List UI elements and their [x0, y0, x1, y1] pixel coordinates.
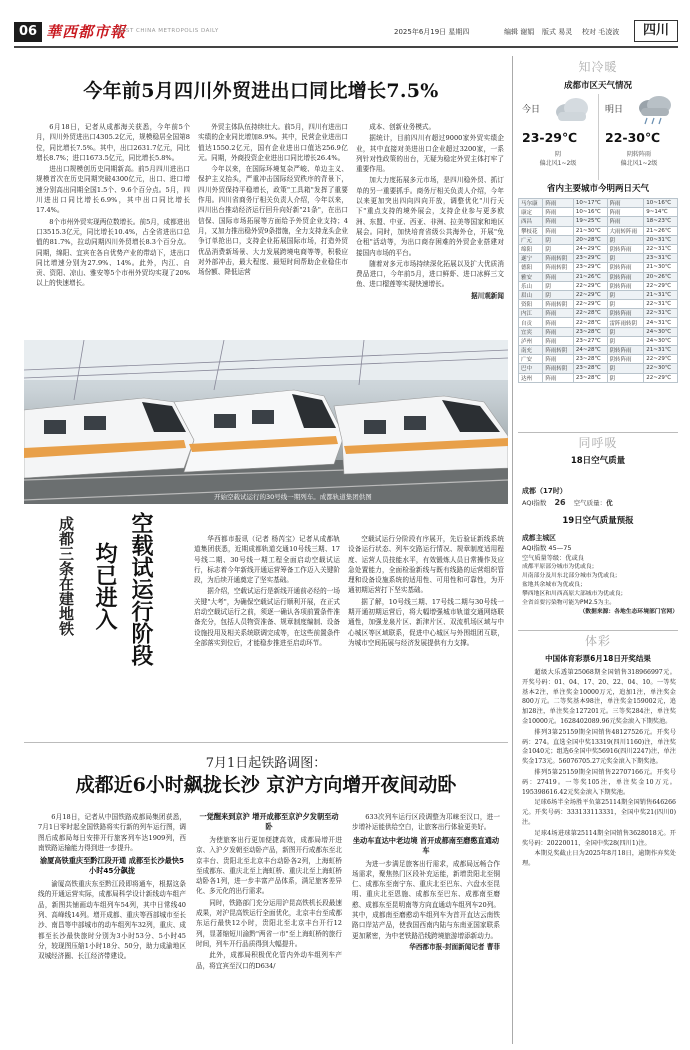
forecast-line: 成都平原部分城市为优或良； [522, 564, 598, 570]
weather-cell: 大雨转阵雨 [607, 226, 644, 235]
byline: 华西都市报-封面新闻记者 曹菲 [409, 942, 500, 951]
story1-headline: 今年前5月四川外贸进出口同比增长7.5% [83, 80, 439, 102]
weather-row [519, 300, 678, 309]
weather-cell: 24~30℃ [644, 327, 678, 336]
forecast-line: 川南部分及川东北部分城市为优或良； [522, 573, 621, 579]
forecast-aqi: AQI指数 45—75 [522, 544, 572, 552]
weather-banner: 知冷暖 [578, 60, 618, 74]
weather-cell: 阴 [543, 290, 574, 299]
province-weather-table [518, 198, 678, 383]
weather-cell: 德阳 [519, 263, 543, 272]
weather-cell: 阴 [543, 235, 574, 244]
weather-cell: 24~28℃ [573, 346, 607, 355]
weather-cell: 22~29℃ [573, 281, 607, 290]
weather-cell: 22~29℃ [573, 290, 607, 299]
forecast-area: 成都主城区 [522, 534, 556, 542]
lottery-panel [518, 632, 678, 1044]
lottery-item: 足球6场半全场胜平负第25114期全国销售646266元。开奖号码：333133113331，全国中奖21(四川0)注。 [522, 799, 676, 826]
weather-cell: 阵雨转阴 [543, 364, 574, 373]
weather-panel [518, 58, 678, 430]
weather-cell: 22~29℃ [573, 300, 607, 309]
story2-headline-box [24, 506, 192, 724]
weather-cell: 遂宁 [519, 254, 543, 263]
weather-cell: 宜宾 [519, 327, 543, 336]
weather-cell: 达州 [519, 373, 543, 382]
weather-cell: 阵雨 [607, 208, 644, 217]
weather-cell: 阴 [607, 364, 644, 373]
weather-cell: 21~26℃ [644, 226, 678, 235]
sidebar-rule [518, 630, 678, 631]
today-desc: 阴 [554, 151, 561, 158]
train-middle [174, 390, 344, 472]
weather-tomorrow [598, 94, 678, 180]
weather-row [519, 364, 678, 373]
weather-row [519, 327, 678, 336]
lottery-item: 排列5第25159期全国销售22707166元。开奖号码：27419。一等奖105注，单注奖金10万元。195398616.42元奖金滚入下期奖池。 [522, 768, 676, 796]
paragraph: 成本、创新业务模式。 [369, 123, 436, 131]
issue-date: 2025年6月19日 星期四 [394, 28, 470, 36]
paragraph: 华西都市报讯（记者 杨芮宝）记者从成都轨道集团获悉，近期成都轨道交通10号线三期、17号线二期、30号线一期工程全面启动空载试运行，标志着今年新线开通运营筹备工作迈入关键阶段，为后续开通奠定了坚实基础。 [194, 535, 340, 585]
today-label: 今日 [522, 105, 541, 115]
weather-cell: 阵雨 [543, 208, 574, 217]
rain-cloud-icon [635, 94, 673, 126]
weather-row [519, 235, 678, 244]
story1-column-3 [356, 122, 504, 340]
train-photo [24, 340, 508, 504]
weather-cell: 泸州 [519, 336, 543, 345]
story2-headline-line2: 均已进入 [92, 542, 118, 630]
designer-credit: 版式 易灵 [542, 28, 573, 36]
weather-cell: 阵雨 [543, 355, 574, 364]
paragraph: 进出口规模创历史同期新高。前5月四川进出口规模首次在历史同期突破4300亿元，出口、进口增速分别高出同期全国1.5个、9.6个百分点。5月，四川进出口同比增长6.9%，其中出口同比增长17.4%。 [36, 165, 190, 215]
tomorrow-temp: 22-30℃ [605, 130, 661, 145]
tomorrow-desc: 阴转阵雨 [626, 151, 651, 158]
story2-kicker: 成都三条在建地铁 [57, 516, 75, 636]
weather-cell: 21~31℃ [644, 290, 678, 299]
story3-headline: 成都近6小时飙拢长沙 京沪方向增开夜间动卧 [75, 774, 457, 796]
cloud-icon [552, 94, 590, 124]
weather-cell: 绵阳 [519, 244, 543, 253]
quality-label: 空气质量： [573, 499, 607, 507]
weather-row [519, 318, 678, 327]
sidebar-divider [512, 56, 513, 1044]
weather-cell: 阵雨 [543, 272, 574, 281]
weather-row [519, 244, 678, 253]
weather-cell: 22~29℃ [644, 373, 678, 382]
weather-cell: 资阳 [519, 300, 543, 309]
weather-cell: 攀枝花 [519, 226, 543, 235]
story1-column-2 [198, 122, 348, 340]
weather-cell: 康定 [519, 208, 543, 217]
subheading: 坐动车直达中老边境 首开成都南至磨憨直通动车 [352, 835, 500, 855]
weather-cell: 24~31℃ [644, 318, 678, 327]
air-source: （数据来源：各地生态环境部门官网） [579, 609, 678, 615]
weather-cell: 10~16℃ [644, 199, 678, 208]
weather-cell: 阵雨 [543, 336, 574, 345]
weather-cell: 阴 [607, 300, 644, 309]
forecast-line: 攀西地区和川西高原大部城市为优或良； [522, 591, 627, 597]
weather-cell: 眉山 [519, 290, 543, 299]
lottery-item: 足球4场进球第25114期全国销售3628018元。开奖号码：20220011，全国中奖28(四川1)注。 [522, 829, 676, 847]
paper-logo: 華西都市報 [46, 23, 127, 41]
lottery-title: 中国体育彩票6月18日开奖结果 [545, 654, 651, 663]
weather-cell: 内江 [519, 309, 543, 318]
weather-cell: 阴 [607, 290, 644, 299]
weather-cell: 24~29℃ [573, 244, 607, 253]
weather-cell: 9~14℃ [644, 208, 678, 217]
weather-cell: 22~31℃ [644, 300, 678, 309]
weather-cell: 南充 [519, 346, 543, 355]
paper-subtitle: WEST CHINA METROPOLIS DAILY [116, 28, 219, 34]
weather-cell: 乐山 [519, 281, 543, 290]
subheading: 一觉醒来到京沪 增开成都至京沪夕发朝至动卧 [199, 812, 339, 831]
weather-cell: 阵雨 [543, 373, 574, 382]
weather-cell: 雅安 [519, 272, 543, 281]
weather-row [519, 336, 678, 345]
weather-cell: 阵雨 [607, 199, 644, 208]
section-divider [24, 742, 508, 743]
weather-cell: 巴中 [519, 364, 543, 373]
paragraph: 渝厦高铁重庆东至黔江段即将通车，根据这条线的开通运营实际，成都局科学设计新线动车组产品，新图共铺画动车组列车54列，其中日常线40列、高峰线14列。增开成都、重庆等西部城市至长沙、南昌等中部城市的动车组列车32列，重庆、成都至长沙最快旅时分别为3小时53分、5小时45分，较现图压缩1小时18分、50分，助力成渝地区双城经济圈、长江经济带建设。 [38, 880, 186, 961]
weather-cell: 23~27℃ [573, 336, 607, 345]
story2-column-1 [194, 534, 340, 732]
weather-cell: 阴 [607, 235, 644, 244]
weather-title: 成都市区天气情况 [563, 81, 632, 91]
today-wind: 偏北风1~2级 [539, 160, 577, 167]
weather-cell: 阵雨 [543, 217, 574, 226]
forecast-level: 空气质量等级：优或良 [522, 555, 584, 562]
paragraph: 外贸主体队伍持续壮大。前5月，四川有进出口实绩的企业同比增加8.9%。其中，民营企业进出口值达1550.2亿元，国有企业进出口值达256.9亿元。同期，外商投资企业进出口同比增长26.4%。 [198, 123, 348, 162]
weather-cell: 阵雨 [607, 217, 644, 226]
weather-row [519, 226, 678, 235]
weather-cell: 22~29℃ [644, 281, 678, 290]
forecast-line: 盆地其余城市为优或良； [522, 582, 586, 588]
weather-cell: 23~28℃ [573, 327, 607, 336]
weather-cell: 10~16℃ [573, 208, 607, 217]
weather-cell: 阵雨转阴 [543, 346, 574, 355]
weather-cell: 20~28℃ [573, 235, 607, 244]
weather-cell: 23~28℃ [573, 364, 607, 373]
weather-cell: 23~31℃ [644, 254, 678, 263]
lottery-item: 超级大乐透第25068期全国销售318966997元。开奖号码：01、04、17、20、22、04、10。一等奖基本2注，单注奖金10000万元，追加1注，单注奖金800万元。二等奖基本98注，单注奖金159002元，追加28注，单注奖金127201元。三等奖284注，单注奖金10000元。1628402089.96元奖金滚入下期奖池。 [522, 669, 676, 725]
weather-row [519, 208, 678, 217]
story2-column-2 [348, 534, 504, 732]
weather-cell: 22~28℃ [573, 309, 607, 318]
weather-cell: 阴转阵雨 [607, 346, 644, 355]
tomorrow-wind: 偏北风1~2级 [620, 160, 658, 167]
paragraph: 随着对多元市场持续深化拓展以及扩大优质消费品进口，今年前5月，进口鲜虾、进口冰鲜三文鱼、进口榴莲等实现快速增长。 [356, 259, 504, 289]
paragraph: 为进一步满足旅客出行需求，成都局远畅合作场需求，聚焦热门区段补充运能，新增贵阳北至铜仁、成都东至南宁东、重庆北至巴东、六盘水至昆明、重庆北至恩施、成都东至巴东、成都南至磨憨、成都东至昆明南等方向直通动车组列车20列。其中，成都南至磨憨动车组列车为首开直达云南铁路口岸站产品，使我国西南内陆与东南亚国家联系更加紧密，为中老铁路沿线跨境旅游增添新动力。 [352, 859, 500, 940]
weather-cell: 阴 [607, 254, 644, 263]
weather-row [519, 272, 678, 281]
story3-column-1 [38, 812, 186, 1042]
photo-caption: 开始空载试运行的30号线一期列车。成都轨道集团供图 [214, 493, 372, 501]
weather-cell: 阵雨 [543, 226, 574, 235]
weather-cell: 阵雨 [543, 327, 574, 336]
weather-row [519, 254, 678, 263]
weather-row [519, 355, 678, 364]
paragraph: 加大力度拓展多元市场，是四川稳外贸、抓订单的另一重要抓手。商务厅相关负责人介绍，今年以来更加突出四向四向开放，调整优化"川行天下"重点支持的境外展会，支持企业参与更多欧洲、东盟、中亚、西亚、非洲、拉美等国家和地区展会。同时，加快培育省级公共海外仓，开展"免仓租"活动等，为出口商存困难的外贸企业搭建对接国内市场的平台。 [356, 176, 504, 257]
weather-cell: 阵雨 [543, 318, 574, 327]
weather-cell: 西昌 [519, 217, 543, 226]
paragraph: 空载试运行分阶段有序展开，先后验证新线系统设备运行状态、列车交路运行情况、规章制度适用程度、运营人员技能水平，有效锻炼人员日常操作及应急处置能力，全面检验新线与既有线路的运营组织管理和设备设施系统的适用性、可用性和可靠性，为开通初期运营打下坚实基础。 [348, 535, 504, 595]
weather-cell: 阴 [543, 281, 574, 290]
section-label: 四川 [634, 20, 678, 42]
weather-cell: 阴 [543, 244, 574, 253]
weather-cell: 阴转阵雨 [607, 309, 644, 318]
today-temp: 23-29℃ [522, 130, 578, 145]
story3-column-3 [352, 812, 500, 1042]
train-illustration [24, 340, 508, 504]
paragraph: 8个市州外贸实现两位数增长。前5月，成都进出口3515.3亿元，同比增长10.4%，占全省进出口总值的81.7%，拉动同期四川外贸增长8.3个百分点。同期，绵阳、宜宾在各自优势产业的带动下，进出口同比增速分别为27.9%、14%。此外，内江、自贡、资阳、凉山、雅安等5个市州外贸均实现了20%以上的快速增长。 [36, 217, 190, 288]
forecast-lines [522, 563, 678, 617]
weather-cell: 19~25℃ [573, 217, 607, 226]
air-banner: 同呼吸 [578, 436, 618, 450]
forecast-line: 全省首要污染物可能为PM2.5为主。 [522, 600, 616, 606]
paragraph: 6月18日，记者从成都海关获悉，今年前5个月，四川外贸进出口4305.2亿元，规模稳居全国第8位，同比增长7.5%。其中，出口2631.7亿元，同比增长8.7%；进口1673.5亿元，同比增长5.8%。 [36, 123, 190, 162]
byline: 据川观新闻 [471, 291, 504, 300]
weather-cell: 阵雨转阴 [543, 263, 574, 272]
paragraph: 据统计，目前四川有超过9000家外贸实绩企业，其中直接对美进出口企业超过3200家，一系列针对性政策的出台，无疑为稳定外贸主体打牢了重要作用。 [356, 134, 504, 174]
weather-cell: 23~28℃ [573, 355, 607, 364]
weather-cell: 阴转阵雨 [607, 281, 644, 290]
weather-cell: 阴转阵雨 [607, 263, 644, 272]
page-header [14, 20, 678, 46]
weather-cell: 22~31℃ [644, 309, 678, 318]
paragraph: 6月18日，记者从中国铁路成都局集团获悉，7月1日零时起全国铁路将实行新的列车运行图，调图后成都局每日安排开行旅客列车达1909列，西南铁路运输能力得到进一步提升。 [38, 813, 186, 852]
weather-cell: 20~31℃ [644, 235, 678, 244]
tomorrow-label: 明日 [605, 105, 624, 115]
aqi-row [522, 498, 613, 507]
weather-cell: 22~30℃ [644, 364, 678, 373]
weather-cell: 阵雨 [543, 199, 574, 208]
weather-cell: 23~29℃ [573, 263, 607, 272]
weather-row [519, 281, 678, 290]
weather-cell: 马尔康 [519, 199, 543, 208]
weather-cell: 自贡 [519, 318, 543, 327]
weather-row [519, 373, 678, 382]
weather-cell: 18~23℃ [644, 217, 678, 226]
weather-cell: 23~28℃ [573, 373, 607, 382]
lottery-item: 排列3第25159期全国销售48127526元。开奖号码：274。直选全国中奖13319(四川1160)注，单注奖金1040元；组选6全国中奖56916(四川2247)注，单注奖金173元。56076705.27元奖金滚入下期奖池。 [522, 728, 676, 766]
paragraph: 据了解，10号线三期、17号线二期与30号线一期开通初期运营后，将大幅增强城市轨道交通网络联通性，加强龙泉片区、新津片区、双流机场区域与中心城区等区域联系，促进中心城区与外围组团互联，为城市空间拓展与经济发展提供有力支撑。 [348, 597, 504, 647]
air-quality-panel [518, 434, 678, 630]
weather-row [519, 290, 678, 299]
lottery-banner: 体彩 [584, 634, 611, 648]
weather-cell: 阵雨转阴 [543, 254, 574, 263]
weather-cell: 21~26℃ [573, 272, 607, 281]
weather-cell: 阴 [607, 327, 644, 336]
weather-cell: 23~29℃ [573, 254, 607, 263]
story1-column-1 [36, 122, 190, 340]
weather-row [519, 346, 678, 355]
weather-cell: 22~31℃ [644, 244, 678, 253]
paragraph: 同时，铁路部门充分运用沪昆高铁机长段最速成果，对沪昆高铁运行全面优化，北京丰台至成都东运行最快12小时，贵阳北至北京丰台开行12列，显著缩短川渝黔"两省一市"至上海虹桥的旅行时间，列车开行品质得到大幅提升。 [196, 898, 342, 948]
province-weather-title: 省内主要城市今明两日天气 [546, 184, 649, 194]
weather-cell: 22~29℃ [644, 355, 678, 364]
proof-credit: 校对 毛凌波 [582, 28, 620, 36]
weather-cell: 阴转阵雨 [607, 272, 644, 281]
weather-today [518, 94, 598, 180]
weather-cell: 22~28℃ [573, 318, 607, 327]
sidebar-rule [518, 432, 678, 433]
weather-cell: 阵雨转阴 [543, 300, 574, 309]
weather-cell: 21~30℃ [573, 226, 607, 235]
weather-cell: 24~30℃ [644, 336, 678, 345]
weather-cell: 阴转阵雨 [607, 355, 644, 364]
header-rule [14, 46, 678, 48]
train-left [24, 398, 194, 478]
subheading: 渝厦高铁重庆至黔江段开通 成都至长沙最快5小时45分飙拢 [39, 856, 185, 876]
aqi-value: 26 [554, 498, 566, 507]
weather-cell: 10~17℃ [573, 199, 607, 208]
weather-cell: 广安 [519, 355, 543, 364]
air-title-forecast: 19日空气质量预报 [562, 516, 634, 526]
weather-cell: 21~31℃ [644, 346, 678, 355]
train-right [334, 396, 508, 474]
paragraph: 今年以来，在国际环境复杂严峻、单边主义、保护主义抬头，严重冲击国际经贸秩序的背景下，四川外贸保持平稳增长，政策"工具箱"发挥了重要作用。四川省商务厅相关负责人介绍，今年以来，四川出台推动经济运行回升向好新"21条"，在出口信保、国际市场拓展等方面给予外贸企业支持；4月，又加力推出稳外贸9条措施，全力支持龙头企业争订单抢出口，支持企业拓展国际市场，打造外贸优品消费新场景、大力发展跨境电商等等，积极应对外部冲击，最大程度、最短时间帮助企业稳住市场份额、降低运营 [198, 165, 348, 277]
air-now-label: 成都（17时） [522, 487, 567, 495]
weather-row [519, 309, 678, 318]
weather-cell: 21~30℃ [644, 263, 678, 272]
story3-column-2 [196, 812, 342, 1042]
aqi-label: AQI指数 [522, 499, 547, 507]
weather-row [519, 263, 678, 272]
weather-cell: 20~26℃ [644, 272, 678, 281]
weather-row [519, 199, 678, 208]
weather-cell: 阴 [607, 373, 644, 382]
paragraph: 据介绍，空载试运行是新线开通前必经的一场关键"大考"，为确保空载试运行顺利开展，在正式启动空载试运行之前，须逐一确认各项前置条件准备充分，包括人员物资准备、规章制度编制、设备设施投用及相关系统联调完成等，在这些前置条件全部落实到位后，才能稳步推进至启动环节。 [194, 587, 340, 647]
quality-value: 优 [606, 499, 613, 507]
paragraph: 此外，成都局积极优化管内外动车组列车产品，将宜宾至汉口的D634/ [196, 951, 342, 970]
lottery-note: 本期兑奖截止日为2025年8月18日，逾期作弃奖处理。 [522, 850, 676, 868]
paragraph: 为使旅客出行更加便捷高效，成都局增开进京、入沪夕发朝至动卧产品，新图开行成都东至北京丰台、贵阳北至北京丰台动卧各2列，上海虹桥至成都东、重庆北至上海虹桥、重庆北至上海虹桥动卧各1列，进一步丰富产品体系，满足旅客差异化、多元化的出行需求。 [196, 836, 342, 896]
weather-cell: 广元 [519, 235, 543, 244]
lottery-results [522, 668, 676, 1044]
page-number: 06 [14, 22, 42, 42]
story2-headline-line1: 空载试运行阶段 [128, 512, 154, 666]
weather-cell: 阴 [607, 336, 644, 345]
story3-kicker: 7月1日起铁路调图： [205, 756, 327, 771]
paragraph: 633次列车运行区段调整为邛崃至汉口，进一步增补运能供给空白，让旅客出行体验更美好。 [352, 813, 500, 832]
weather-row [519, 217, 678, 226]
weather-cell: 雷阵雨转阴 [607, 318, 644, 327]
province-weather-table-wrap [518, 198, 678, 383]
weather-cell: 阵雨 [543, 309, 574, 318]
weather-cell: 阴转阵雨 [607, 244, 644, 253]
air-title-today: 18日空气质量 [570, 456, 626, 466]
editor-credit: 编辑 谢娟 [504, 28, 535, 36]
